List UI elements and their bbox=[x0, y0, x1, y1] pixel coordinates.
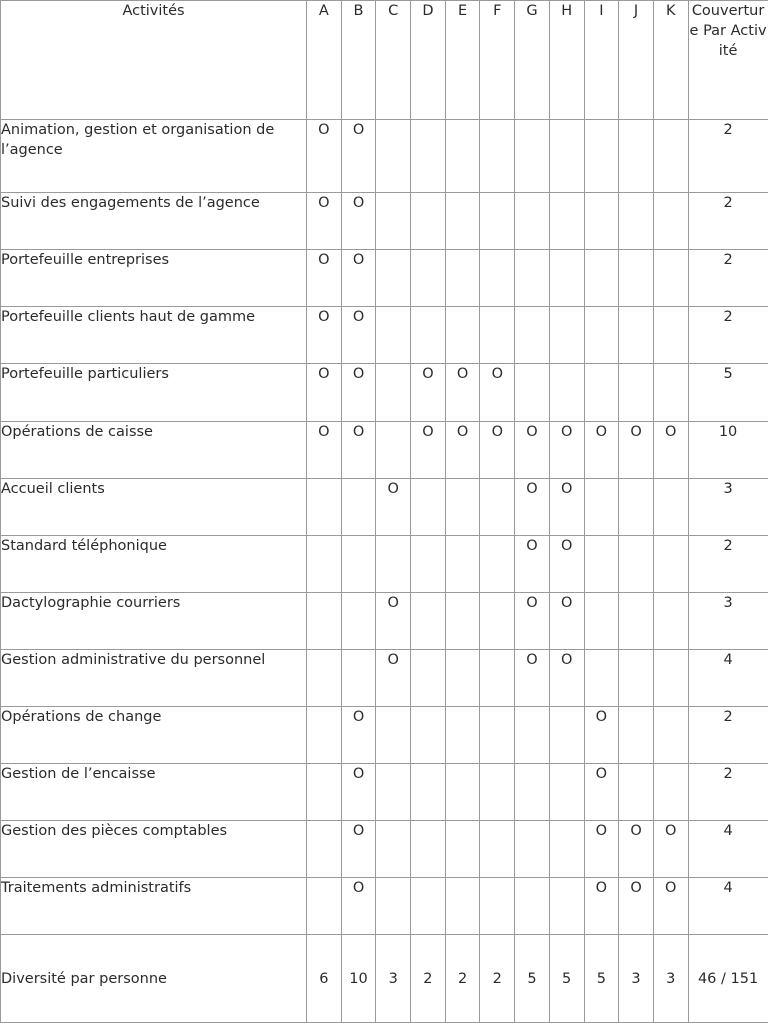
assignment-mark bbox=[619, 120, 654, 193]
diversity-value: 2 bbox=[480, 935, 515, 1023]
assignment-mark: O bbox=[653, 878, 688, 935]
assignment-mark bbox=[515, 250, 550, 307]
diversity-value: 6 bbox=[307, 935, 342, 1023]
coverage-count: 4 bbox=[688, 821, 768, 878]
assignment-mark bbox=[480, 821, 515, 878]
assignment-mark bbox=[549, 764, 584, 821]
table-row bbox=[1, 422, 768, 479]
assignment-mark bbox=[480, 764, 515, 821]
assignment-mark: O bbox=[445, 364, 480, 422]
activity-name: Portefeuille entreprises bbox=[1, 250, 307, 307]
assignment-mark bbox=[619, 250, 654, 307]
assignment-mark bbox=[653, 593, 688, 650]
assignment-mark: O bbox=[584, 764, 619, 821]
coverage-count: 2 bbox=[688, 707, 768, 764]
assignment-mark bbox=[515, 193, 550, 250]
assignment-mark: O bbox=[584, 707, 619, 764]
assignment-mark: O bbox=[515, 650, 550, 707]
coverage-count: 3 bbox=[688, 479, 768, 536]
person-header-f: F bbox=[480, 1, 515, 120]
totals-row bbox=[1, 935, 768, 1023]
diversity-value: 3 bbox=[653, 935, 688, 1023]
assignment-mark bbox=[376, 120, 411, 193]
total-coverage: 46 / 151 bbox=[688, 935, 768, 1023]
assignment-mark bbox=[445, 193, 480, 250]
activity-name: Portefeuille clients haut de gamme bbox=[1, 307, 307, 364]
assignment-mark bbox=[341, 593, 376, 650]
assignment-mark bbox=[653, 650, 688, 707]
assignment-mark bbox=[411, 307, 446, 364]
diversity-value: 3 bbox=[619, 935, 654, 1023]
assignment-mark: O bbox=[480, 364, 515, 422]
assignment-mark: O bbox=[445, 422, 480, 479]
coverage-count: 2 bbox=[688, 536, 768, 593]
assignment-mark bbox=[445, 120, 480, 193]
assignment-mark bbox=[376, 193, 411, 250]
assignment-mark bbox=[411, 707, 446, 764]
diversity-value: 5 bbox=[549, 935, 584, 1023]
assignment-mark bbox=[584, 193, 619, 250]
assignment-mark: O bbox=[619, 821, 654, 878]
table-row bbox=[1, 650, 768, 707]
table-body bbox=[1, 120, 768, 1023]
assignment-mark bbox=[653, 250, 688, 307]
assignment-mark bbox=[411, 764, 446, 821]
person-header-e: E bbox=[445, 1, 480, 120]
activity-name: Suivi des engagements de l’agence bbox=[1, 193, 307, 250]
assignment-mark bbox=[549, 307, 584, 364]
coverage-count: 2 bbox=[688, 193, 768, 250]
assignment-mark: O bbox=[549, 593, 584, 650]
assignment-mark: O bbox=[341, 307, 376, 364]
assignment-mark bbox=[445, 250, 480, 307]
assignment-mark bbox=[376, 422, 411, 479]
assignment-mark: O bbox=[376, 650, 411, 707]
assignment-mark bbox=[653, 479, 688, 536]
assignment-mark bbox=[515, 364, 550, 422]
assignment-mark bbox=[549, 707, 584, 764]
assignment-mark: O bbox=[341, 878, 376, 935]
coverage-count: 10 bbox=[688, 422, 768, 479]
totals-label: Diversité par personne bbox=[1, 935, 307, 1023]
assignment-mark: O bbox=[376, 593, 411, 650]
table-row bbox=[1, 536, 768, 593]
assignment-mark bbox=[480, 650, 515, 707]
assignment-mark bbox=[619, 479, 654, 536]
assignment-mark: O bbox=[341, 422, 376, 479]
assignment-mark bbox=[549, 878, 584, 935]
table-row bbox=[1, 878, 768, 935]
assignment-mark bbox=[480, 536, 515, 593]
assignment-mark bbox=[653, 193, 688, 250]
assignment-mark: O bbox=[515, 593, 550, 650]
assignment-mark bbox=[619, 707, 654, 764]
person-header-h: H bbox=[549, 1, 584, 120]
assignment-mark: O bbox=[515, 536, 550, 593]
assignment-mark bbox=[584, 120, 619, 193]
table-row bbox=[1, 120, 768, 193]
assignment-mark: O bbox=[515, 479, 550, 536]
activity-name: Gestion des pièces comptables bbox=[1, 821, 307, 878]
assignment-mark bbox=[584, 593, 619, 650]
assignment-mark: O bbox=[341, 764, 376, 821]
table-row bbox=[1, 193, 768, 250]
table-row bbox=[1, 479, 768, 536]
assignment-mark bbox=[515, 821, 550, 878]
assignment-mark bbox=[480, 593, 515, 650]
coverage-count: 5 bbox=[688, 364, 768, 422]
assignment-mark bbox=[411, 536, 446, 593]
assignment-mark bbox=[411, 878, 446, 935]
activity-name: Traitements administratifs bbox=[1, 878, 307, 935]
assignment-mark bbox=[480, 479, 515, 536]
assignment-mark: O bbox=[549, 479, 584, 536]
assignment-mark bbox=[515, 307, 550, 364]
assignment-mark: O bbox=[515, 422, 550, 479]
activity-name: Opérations de change bbox=[1, 707, 307, 764]
assignment-mark bbox=[584, 307, 619, 364]
activity-name: Dactylographie courriers bbox=[1, 593, 307, 650]
assignment-mark bbox=[653, 707, 688, 764]
coverage-count: 3 bbox=[688, 593, 768, 650]
assignment-mark bbox=[619, 593, 654, 650]
activity-name: Opérations de caisse bbox=[1, 422, 307, 479]
assignment-mark bbox=[445, 593, 480, 650]
assignment-mark bbox=[411, 479, 446, 536]
assignment-mark bbox=[307, 650, 342, 707]
assignment-mark: O bbox=[619, 422, 654, 479]
assignment-mark bbox=[549, 193, 584, 250]
coverage-count: 2 bbox=[688, 250, 768, 307]
assignment-mark: O bbox=[341, 821, 376, 878]
assignment-mark bbox=[619, 307, 654, 364]
assignment-mark: O bbox=[584, 821, 619, 878]
assignment-mark bbox=[480, 120, 515, 193]
activity-name: Gestion de l’encaisse bbox=[1, 764, 307, 821]
person-header-j: J bbox=[619, 1, 654, 120]
assignment-mark bbox=[515, 707, 550, 764]
assignment-mark bbox=[619, 650, 654, 707]
assignment-mark: O bbox=[341, 120, 376, 193]
diversity-value: 3 bbox=[376, 935, 411, 1023]
table-row bbox=[1, 821, 768, 878]
coverage-column-header: Couverture Par Activité bbox=[688, 1, 768, 120]
assignment-mark bbox=[549, 120, 584, 193]
person-header-c: C bbox=[376, 1, 411, 120]
assignment-mark bbox=[515, 764, 550, 821]
assignment-mark: O bbox=[341, 250, 376, 307]
assignment-mark: O bbox=[307, 120, 342, 193]
assignment-mark bbox=[549, 250, 584, 307]
assignment-mark bbox=[307, 707, 342, 764]
assignment-mark: O bbox=[307, 422, 342, 479]
assignment-mark bbox=[549, 364, 584, 422]
assignment-mark bbox=[653, 536, 688, 593]
diversity-value: 10 bbox=[341, 935, 376, 1023]
assignment-mark bbox=[549, 821, 584, 878]
assignment-mark bbox=[445, 307, 480, 364]
assignment-mark bbox=[619, 536, 654, 593]
assignment-mark: O bbox=[341, 707, 376, 764]
assignment-mark bbox=[411, 193, 446, 250]
assignment-mark bbox=[307, 536, 342, 593]
assignment-mark: O bbox=[376, 479, 411, 536]
activity-name: Animation, gestion et organisation de l’agence bbox=[1, 120, 307, 193]
assignment-mark bbox=[445, 821, 480, 878]
person-header-i: I bbox=[584, 1, 619, 120]
person-header-a: A bbox=[307, 1, 342, 120]
assignment-mark bbox=[445, 536, 480, 593]
assignment-mark bbox=[445, 764, 480, 821]
diversity-value: 2 bbox=[445, 935, 480, 1023]
assignment-mark bbox=[584, 536, 619, 593]
assignment-mark bbox=[376, 250, 411, 307]
assignment-mark bbox=[480, 250, 515, 307]
assignment-mark bbox=[307, 593, 342, 650]
assignment-mark bbox=[480, 193, 515, 250]
assignment-mark bbox=[584, 479, 619, 536]
assignment-mark bbox=[515, 120, 550, 193]
table-row bbox=[1, 307, 768, 364]
assignment-mark bbox=[619, 364, 654, 422]
assignment-mark bbox=[376, 821, 411, 878]
assignment-mark: O bbox=[307, 193, 342, 250]
assignment-mark: O bbox=[480, 422, 515, 479]
assignment-mark bbox=[445, 878, 480, 935]
assignment-mark: O bbox=[584, 878, 619, 935]
assignment-mark bbox=[619, 193, 654, 250]
assignment-mark bbox=[653, 764, 688, 821]
assignment-mark: O bbox=[584, 422, 619, 479]
assignment-mark: O bbox=[307, 364, 342, 422]
coverage-count: 2 bbox=[688, 764, 768, 821]
assignment-mark bbox=[376, 364, 411, 422]
activity-name: Gestion administrative du personnel bbox=[1, 650, 307, 707]
assignment-mark bbox=[411, 821, 446, 878]
assignment-mark: O bbox=[549, 650, 584, 707]
diversity-value: 2 bbox=[411, 935, 446, 1023]
assignment-mark bbox=[619, 764, 654, 821]
assignment-mark: O bbox=[411, 422, 446, 479]
table-row bbox=[1, 593, 768, 650]
assignment-mark bbox=[376, 764, 411, 821]
assignment-mark bbox=[584, 364, 619, 422]
person-header-g: G bbox=[515, 1, 550, 120]
assignment-mark: O bbox=[549, 422, 584, 479]
assignment-mark: O bbox=[619, 878, 654, 935]
assignment-mark bbox=[480, 878, 515, 935]
assignment-mark bbox=[307, 764, 342, 821]
assignment-mark bbox=[584, 250, 619, 307]
assignment-mark bbox=[515, 878, 550, 935]
person-header-b: B bbox=[341, 1, 376, 120]
assignment-mark: O bbox=[411, 364, 446, 422]
coverage-count: 4 bbox=[688, 878, 768, 935]
coverage-count: 2 bbox=[688, 307, 768, 364]
person-header-d: D bbox=[411, 1, 446, 120]
table-row bbox=[1, 707, 768, 764]
assignment-mark bbox=[307, 821, 342, 878]
assignment-mark bbox=[376, 536, 411, 593]
assignment-mark: O bbox=[549, 536, 584, 593]
table-row bbox=[1, 250, 768, 307]
assignment-mark bbox=[445, 650, 480, 707]
assignment-mark bbox=[411, 250, 446, 307]
assignment-mark bbox=[584, 650, 619, 707]
assignment-mark bbox=[341, 536, 376, 593]
table-row bbox=[1, 764, 768, 821]
assignment-mark bbox=[653, 307, 688, 364]
header-row bbox=[1, 1, 768, 120]
assignment-mark: O bbox=[653, 422, 688, 479]
activity-column-header: Activités bbox=[1, 1, 307, 120]
assignment-mark bbox=[653, 364, 688, 422]
assignment-mark: O bbox=[341, 193, 376, 250]
assignment-mark bbox=[411, 593, 446, 650]
table-row bbox=[1, 364, 768, 422]
diversity-value: 5 bbox=[584, 935, 619, 1023]
assignment-mark bbox=[411, 120, 446, 193]
assignment-mark bbox=[376, 707, 411, 764]
assignment-mark: O bbox=[653, 821, 688, 878]
person-header-k: K bbox=[653, 1, 688, 120]
assignment-mark bbox=[307, 878, 342, 935]
assignment-mark bbox=[445, 479, 480, 536]
assignment-mark bbox=[653, 120, 688, 193]
assignment-mark bbox=[307, 479, 342, 536]
coverage-count: 2 bbox=[688, 120, 768, 193]
assignment-mark bbox=[480, 707, 515, 764]
assignment-mark bbox=[376, 878, 411, 935]
assignment-mark bbox=[341, 479, 376, 536]
assignment-mark bbox=[341, 650, 376, 707]
activity-name: Standard téléphonique bbox=[1, 536, 307, 593]
assignment-mark bbox=[411, 650, 446, 707]
assignment-mark: O bbox=[341, 364, 376, 422]
assignment-mark bbox=[445, 707, 480, 764]
diversity-value: 5 bbox=[515, 935, 550, 1023]
assignment-mark bbox=[376, 307, 411, 364]
activity-name: Accueil clients bbox=[1, 479, 307, 536]
assignment-mark: O bbox=[307, 250, 342, 307]
activity-name: Portefeuille particuliers bbox=[1, 364, 307, 422]
coverage-count: 4 bbox=[688, 650, 768, 707]
assignment-mark: O bbox=[307, 307, 342, 364]
assignment-mark bbox=[480, 307, 515, 364]
